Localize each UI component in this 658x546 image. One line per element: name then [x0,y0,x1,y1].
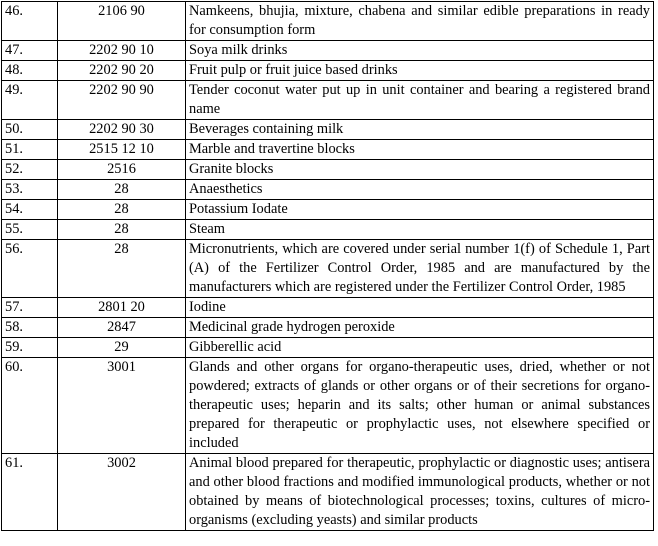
tariff-code: 2202 90 90 [58,81,186,120]
item-description: Micronutrients, which are covered under serial number 1(f) of Schedule 1, Part (A) of the Fertilizer Control Order, 1985 and are manufactured by the manufacturers which are registered under the Fertilizer Control Order, 1985 [186,240,654,298]
item-description: Soya milk drinks [186,41,654,61]
table-row [2,240,654,298]
item-description: Gibberellic acid [186,338,654,358]
table-row [2,338,654,358]
item-description: Marble and travertine blocks [186,140,654,160]
tariff-code: 2202 90 30 [58,120,186,140]
serial-number: 52. [2,160,58,180]
tariff-code: 28 [58,200,186,220]
tariff-table-body [2,2,654,531]
item-description: Potassium Iodate [186,200,654,220]
serial-number: 60. [2,358,58,454]
item-description: Granite blocks [186,160,654,180]
item-description: Steam [186,220,654,240]
serial-number: 48. [2,61,58,81]
tariff-code: 2516 [58,160,186,180]
serial-number: 56. [2,240,58,298]
item-description: Glands and other organs for organo-therapeutic uses, dried, whether or not powdered; extracts of glands or other organs or of their secretions for organo-therapeutic uses; heparin and its salts; other human or animal substances prepared for therapeutic or prophylactic uses, not elsewhere specified or included [186,358,654,454]
serial-number: 50. [2,120,58,140]
table-row [2,41,654,61]
table-row [2,160,654,180]
table-row [2,318,654,338]
serial-number: 59. [2,338,58,358]
item-description: Tender coconut water put up in unit container and bearing a registered brand name [186,81,654,120]
tariff-code: 3001 [58,358,186,454]
serial-number: 57. [2,298,58,318]
serial-number: 58. [2,318,58,338]
serial-number: 49. [2,81,58,120]
serial-number: 54. [2,200,58,220]
tariff-code: 2106 90 [58,2,186,41]
serial-number: 46. [2,2,58,41]
serial-number: 55. [2,220,58,240]
table-row [2,220,654,240]
tariff-code: 28 [58,240,186,298]
table-row [2,180,654,200]
table-row [2,298,654,318]
tariff-code: 2202 90 20 [58,61,186,81]
item-description: Animal blood prepared for therapeutic, prophylactic or diagnostic uses; antisera and other blood fractions and modified immunological products, whether or not obtained by means of biotechnological processes; toxins, cultures of micro-organisms (excluding yeasts) and similar products [186,454,654,531]
table-row [2,140,654,160]
tariff-code: 2515 12 10 [58,140,186,160]
table-row [2,2,654,41]
tariff-code: 2202 90 10 [58,41,186,61]
table-row [2,358,654,454]
serial-number: 47. [2,41,58,61]
tariff-code: 29 [58,338,186,358]
tariff-code: 28 [58,180,186,200]
tariff-code: 28 [58,220,186,240]
item-description: Beverages containing milk [186,120,654,140]
table-row [2,454,654,531]
tariff-table [1,1,654,531]
item-description: Namkeens, bhujia, mixture, chabena and similar edible preparations in ready for consumption form [186,2,654,41]
table-row [2,81,654,120]
serial-number: 51. [2,140,58,160]
table-row [2,200,654,220]
item-description: Anaesthetics [186,180,654,200]
serial-number: 61. [2,454,58,531]
tariff-code: 2847 [58,318,186,338]
table-row [2,120,654,140]
tariff-code: 2801 20 [58,298,186,318]
table-row [2,61,654,81]
serial-number: 53. [2,180,58,200]
item-description: Iodine [186,298,654,318]
item-description: Medicinal grade hydrogen peroxide [186,318,654,338]
item-description: Fruit pulp or fruit juice based drinks [186,61,654,81]
tariff-code: 3002 [58,454,186,531]
